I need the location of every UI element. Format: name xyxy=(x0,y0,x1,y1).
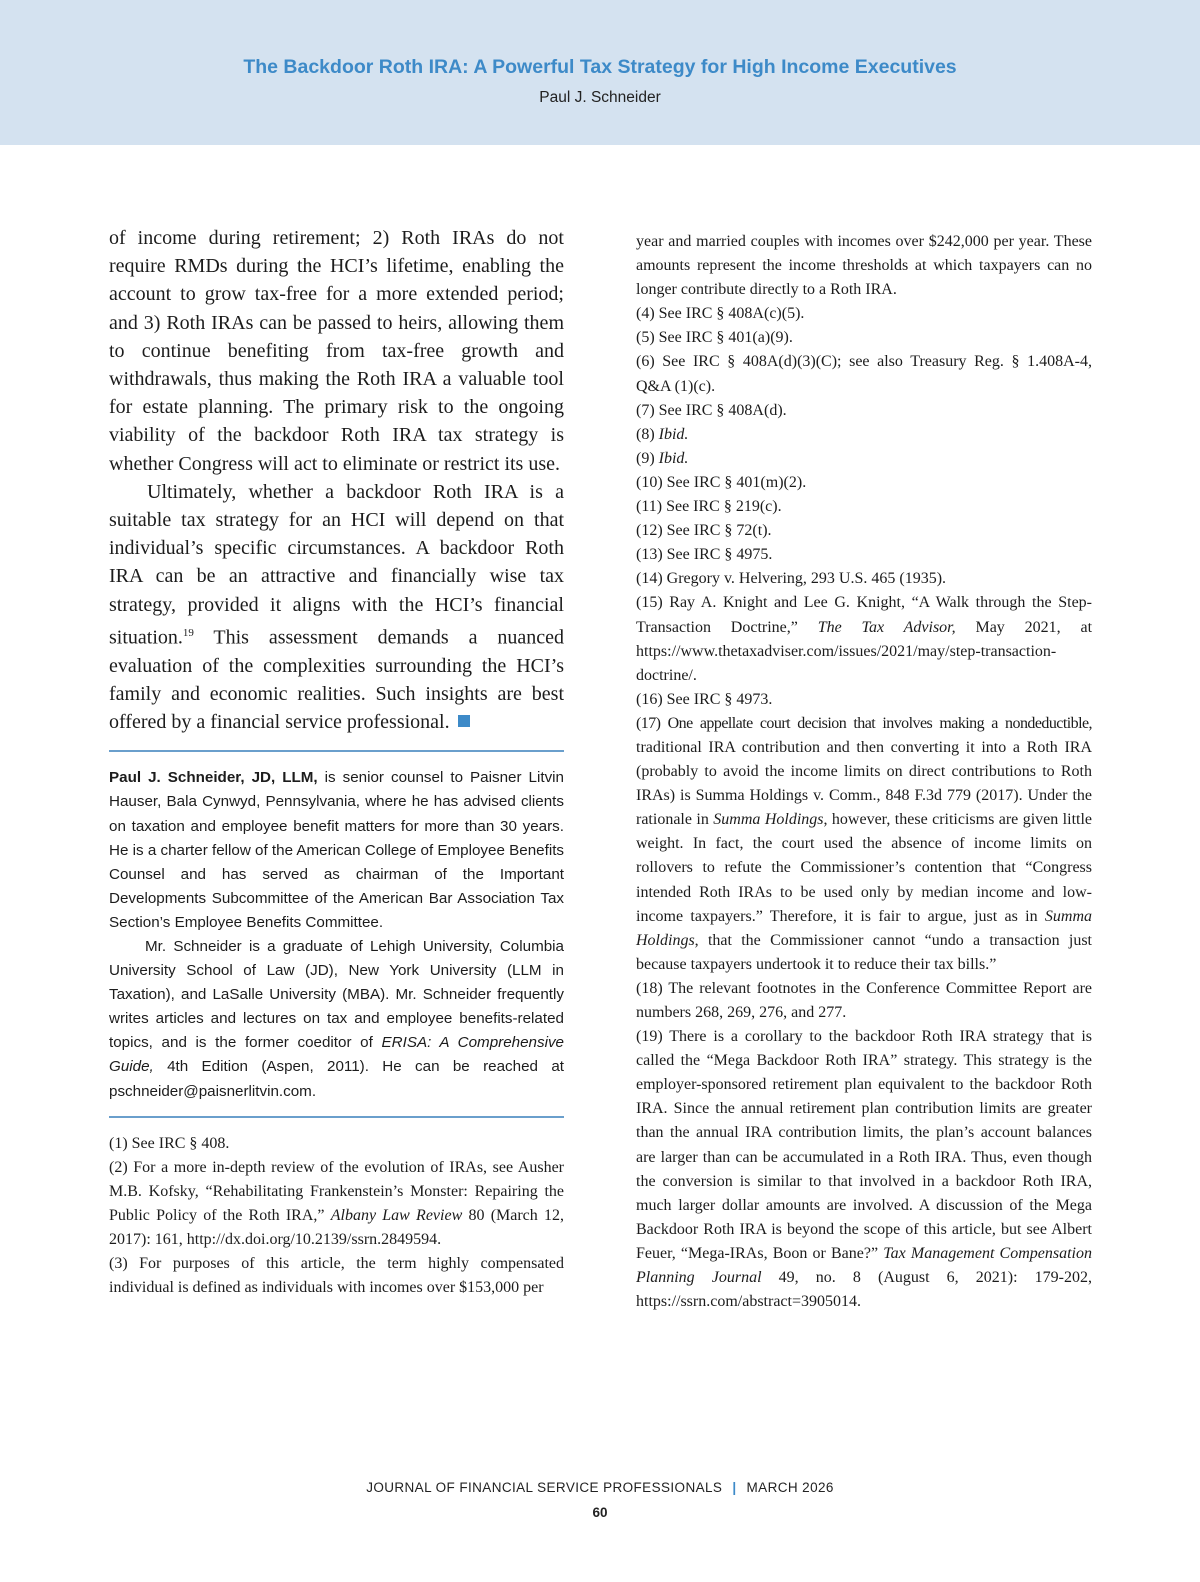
author-bio xyxy=(109,766,564,1103)
footnote-8 xyxy=(636,423,1092,447)
footnote-9 xyxy=(636,447,1092,471)
bio-paragraph-2-text-a: Mr. Schneider is a graduate of Lehigh University, Columbia University School of Law (JD), New York University (LLM in Taxation), and LaSalle University (MBA). Mr. Schneider frequently writes articles and lectures on tax and employee benefits-related topics, and is the former coeditor of xyxy=(109,937,564,1052)
footnote-19-text-a: (19) There is a corollary to the backdoor Roth IRA strategy that is called the “Mega Backdoor Roth IRA” strategy. This strategy is the employer-sponsored retirement plan equivalent to the backdoor Roth IRA. Since the annual retirement plan contribution limits are greater than the annual IRA contribution limits, the plan’s account balances are larger than can be accumulated in a Roth IRA. Thus, even though the conversion is similar to that involved in a backdoor Roth IRA, much larger dollar amounts are involved. A discussion of the Mega Backdoor Roth IRA is beyond the scope of this article, but see Albert Feuer, “Mega-IRAs, Boon or Bane?” xyxy=(636,1028,1092,1262)
page-footer xyxy=(0,1480,1200,1495)
footer-issue-date: MARCH 2026 xyxy=(746,1480,834,1495)
footnotes-left xyxy=(109,1132,564,1301)
page-number: 60 xyxy=(592,1505,608,1520)
footnote-18: (18) The relevant footnotes in the Conference Committee Report are numbers 268, 269, 276, and 277. xyxy=(636,979,1092,1021)
footnote-15-text-b: May 2021, at https://www.thetaxadviser.com/issues/2021/may/step-transaction-doctrine/. xyxy=(636,618,1093,684)
footnote-17-case-1: Summa Holdings xyxy=(713,811,824,829)
body-paragraph-2-text-b: This assessment demands a nuanced evaluation of the complexities surrounding the HCI’s family and economic realities. Such insights are best offered by a financial service professional. xyxy=(109,626,564,734)
footnote-15-publication: The Tax Advisor, xyxy=(817,618,956,636)
footnote-9-ibid: Ibid. xyxy=(658,449,689,467)
footnote-17-text-c: , that the Commissioner cannot “undo a transaction just because taxpayers undertook it to reduce their tax bills.” xyxy=(636,931,1092,973)
footnote-ref-19: 19 xyxy=(182,626,194,639)
footnote-15 xyxy=(636,591,1092,687)
footnote-12: (12) See IRC § 72(t). xyxy=(636,522,772,540)
footnote-5: (5) See IRC § 401(a)(9). xyxy=(636,329,793,347)
body-paragraph-1: of income during retirement; 2) Roth IRAs do not require RMDs during the HCI’s lifetime, enabling the account to grow tax-free for a more extended period; and 3) Roth IRAs can be passed to heirs, allowing them to continue benefiting from tax-free growth and withdrawals, thus making the Roth IRA a valuable tool for estate planning. The primary risk to the ongoing viability of the backdoor Roth IRA tax strategy is whether Congress will act to eliminate or restrict its use. xyxy=(109,227,564,475)
footnote-17-text-a: traditional IRA contribution and then converting it into a Roth IRA (probably to avoid the income limits on direct contributions to Roth IRAs) is Summa Holdings v. Comm., 848 F.3d 779 (2017). Under the rationale in xyxy=(636,738,1092,829)
article-title: The Backdoor Roth IRA: A Powerful Tax Strategy for High Income Executives xyxy=(243,56,957,78)
right-column xyxy=(636,230,1092,1314)
footnote-9-number: (9) xyxy=(636,449,659,467)
footnote-11: (11) See IRC § 219(c). xyxy=(636,498,782,516)
bio-paragraph-1 xyxy=(109,766,564,935)
footnote-19 xyxy=(636,1025,1092,1314)
bio-author-name: Paul J. Schneider, JD, LLM, xyxy=(109,769,318,787)
end-of-article-mark xyxy=(458,715,470,727)
footnote-17-case-2: Summa Holdings xyxy=(636,907,1092,949)
page-header xyxy=(0,0,1200,145)
left-column xyxy=(109,224,564,1300)
footnote-14: (14) Gregory v. Helvering, 293 U.S. 465 (1935). xyxy=(636,570,947,588)
bio-top-rule xyxy=(109,750,564,752)
footnote-15-text-a: (15) Ray A. Knight and Lee G. Knight, “A Walk through the Step-Transaction Doctrine,” xyxy=(636,594,1092,636)
footnote-10: (10) See IRC § 401(m)(2). xyxy=(636,473,807,491)
footnote-7: (7) See IRC § 408A(d). xyxy=(636,401,787,419)
footnote-6: (6) See IRC § 408A(d)(3)(C); see also Treasury Reg. § 1.408A-4, Q&A (1)(c). xyxy=(636,353,1092,395)
footnote-2-text-b: 80 (March 12, 2017): 161, http://dx.doi.org/10.2139/ssrn.2849594. xyxy=(109,1206,564,1248)
footnote-19-journal: Tax Management Compensation Planning Journal xyxy=(636,1244,1092,1287)
footnote-2-text-a: (2) For a more in-depth review of the evolution of IRAs, see Ausher M.B. Kofsky, “Rehabilitating Frankenstein’s Monster: Repairing the Public Policy of the Roth IRA,” xyxy=(109,1158,564,1224)
bio-paragraph-2 xyxy=(109,935,564,1104)
footnote-8-number: (8) xyxy=(636,425,659,443)
body-paragraph-2 xyxy=(109,478,564,736)
footnote-4: (4) See IRC § 408A(c)(5). xyxy=(636,305,805,323)
bio-paragraph-1-text: is senior counsel to Paisner Litvin Hauser, Bala Cynwyd, Pennsylvania, where he has advised clients on taxation and employee benefit matters for more than 30 years. He is a charter fellow of the American College of Employee Benefits Counsel and has served as chairman of the Important Developments Subcommittee of the American Bar Association Tax Section’s Employee Benefits Committee. xyxy=(109,769,565,931)
footnote-13: (13) See IRC § 4975. xyxy=(636,546,773,564)
footnotes-top-rule xyxy=(109,1116,564,1118)
footnote-17-lead: (17) One appellate court decision that involves making a nondeductible, xyxy=(636,714,1092,732)
footer-separator: | xyxy=(732,1480,737,1495)
article-author: Paul J. Schneider xyxy=(539,89,661,106)
bio-paragraph-2-text-b: 4th Edition (Aspen, 2011). He can be reached at pschneider@paisnerlitvin.com. xyxy=(109,1058,564,1100)
bio-book-title: ERISA: A Comprehensive Guide, xyxy=(109,1034,564,1076)
footnote-1: (1) See IRC § 408. xyxy=(109,1134,230,1152)
footnote-2 xyxy=(109,1156,564,1252)
footnote-2-journal: Albany Law Review xyxy=(330,1206,463,1224)
footnote-16: (16) See IRC § 4973. xyxy=(636,690,773,708)
footer-journal-name: JOURNAL OF FINANCIAL SERVICE PROFESSIONALS xyxy=(366,1480,723,1495)
footnote-19-text-b: 49, no. 8 (August 6, 2021): 179-202, https://ssrn.com/abstract=3905014. xyxy=(636,1269,1093,1311)
footnote-17 xyxy=(636,712,1092,977)
footnote-17-text-b: , however, these criticisms are given little weight. In fact, the court used the absence of income limits on rollovers to refute the Commissioner’s contention that “Congress intended Roth IRAs to be used only by median income and low-income taxpayers.” Therefore, it is fair to argue, just as in xyxy=(636,811,1093,925)
footnote-3-continued: year and married couples with incomes over $242,000 per year. These amounts represent the income thresholds at which taxpayers can no longer contribute directly to a Roth IRA. xyxy=(636,233,1092,299)
footnote-8-ibid: Ibid. xyxy=(658,425,689,443)
footnote-3: (3) For purposes of this article, the term highly compensated individual is defined as individuals with incomes over $153,000 per xyxy=(109,1255,564,1297)
body-paragraph-2-text-a: Ultimately, whether a backdoor Roth IRA is a suitable tax strategy for an HCI will depend on that individual’s specific circumstances. A backdoor Roth IRA can be an attractive and financially wise tax strategy, provided it aligns with the HCI’s financial situation. xyxy=(109,480,564,649)
